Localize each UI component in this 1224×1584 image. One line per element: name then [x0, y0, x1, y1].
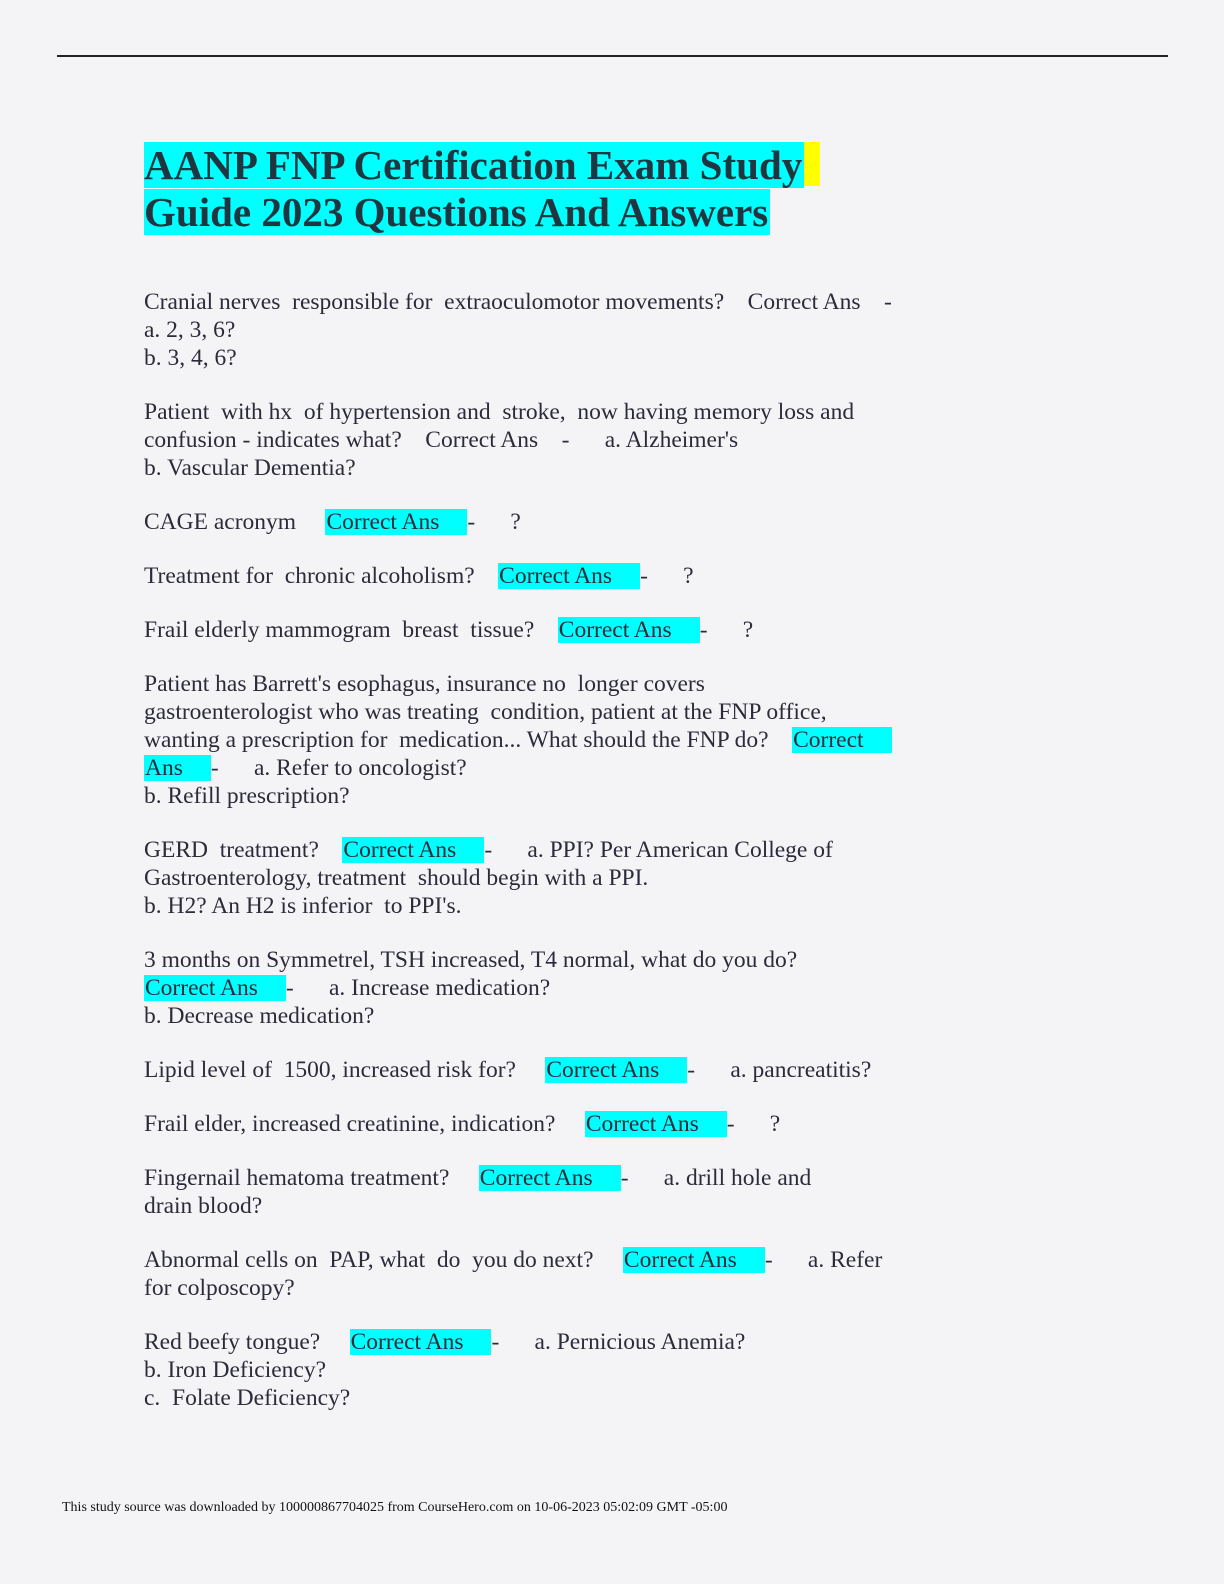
correct-ans-highlight: Correct Ans: [144, 975, 286, 1001]
qa-text: a. 2, 3, 6?: [144, 317, 236, 343]
qa-line: [144, 1246, 1064, 1274]
correct-ans-highlight: Correct Ans: [558, 617, 700, 643]
qa-text: Patient has Barrett's esophagus, insurance no longer covers: [144, 671, 705, 697]
qa-text: b. Decrease medication?: [144, 1003, 375, 1029]
qa-text: Red beefy tongue?: [144, 1329, 350, 1355]
title-line-2: [144, 189, 1080, 236]
qa-item: [144, 398, 1064, 482]
qa-item: [144, 1056, 1064, 1084]
qa-text: b. Iron Deficiency?: [144, 1357, 327, 1383]
qa-text: Frail elderly mammogram breast tissue?: [144, 617, 558, 643]
qa-item: [144, 288, 1064, 372]
qa-text: Abnormal cells on PAP, what do you do next?: [144, 1247, 623, 1273]
qa-text: Treatment for chronic alcoholism?: [144, 563, 499, 589]
qa-text: b. 3, 4, 6?: [144, 345, 237, 371]
qa-text: for colposcopy?: [144, 1275, 295, 1301]
qa-answer-text: - a. Refer to oncologist?: [210, 755, 467, 781]
qa-line: [144, 1192, 1064, 1220]
qa-answer-text: - a. pancreatitis?: [687, 1057, 872, 1083]
qa-line: [144, 754, 1064, 782]
correct-ans-highlight: Correct Ans: [325, 509, 467, 535]
correct-ans-highlight: Correct Ans: [545, 1057, 687, 1083]
qa-line: [144, 698, 1064, 726]
qa-text: b. Refill prescription?: [144, 783, 350, 809]
qa-answer-text: - a. drill hole and: [620, 1165, 812, 1191]
qa-item: [144, 562, 1064, 590]
qa-line: [144, 670, 1064, 698]
qa-text: drain blood?: [144, 1193, 263, 1219]
qa-text: b. H2? An H2 is inferior to PPI's.: [144, 893, 462, 919]
correct-ans-highlight: Correct: [792, 727, 891, 753]
qa-line: [144, 508, 1064, 536]
qa-text: Lipid level of 1500, increased risk for?: [144, 1057, 546, 1083]
qa-answer-text: - a. Increase medication?: [285, 975, 551, 1001]
document-title: [144, 142, 1080, 236]
qa-item: [144, 1110, 1064, 1138]
qa-line: [144, 344, 1064, 372]
qa-text: c. Folate Deficiency?: [144, 1385, 351, 1411]
qa-text: wanting a prescription for medication... What should the FNP do?: [144, 727, 793, 753]
title-line-2-text: Guide 2023 Questions And Answers: [144, 189, 769, 235]
qa-line: [144, 398, 1064, 426]
qa-line: [144, 1274, 1064, 1302]
correct-ans-highlight: Correct Ans: [479, 1165, 621, 1191]
qa-list: [144, 288, 1064, 1438]
qa-line: [144, 1384, 1064, 1412]
qa-line: [144, 1328, 1064, 1356]
qa-line: [144, 426, 1064, 454]
qa-answer-text: - a. Refer: [764, 1247, 883, 1273]
qa-line: [144, 616, 1064, 644]
qa-line: [144, 782, 1064, 810]
qa-line: [144, 562, 1064, 590]
qa-line: [144, 974, 1064, 1002]
qa-item: [144, 836, 1064, 920]
qa-answer-text: - ?: [640, 563, 694, 589]
qa-text: confusion - indicates what? Correct Ans - a. Alzheimer's: [144, 427, 739, 453]
qa-item: [144, 1164, 1064, 1220]
qa-line: [144, 892, 1064, 920]
qa-line: [144, 316, 1064, 344]
qa-line: [144, 1002, 1064, 1030]
qa-text: Patient with hx of hypertension and stroke, now having memory loss and: [144, 399, 855, 425]
title-line-1: [144, 142, 1080, 189]
qa-item: [144, 946, 1064, 1030]
qa-text: b. Vascular Dementia?: [144, 455, 356, 481]
qa-line: [144, 726, 1064, 754]
qa-answer-text: - ?: [467, 509, 521, 535]
qa-answer-text: - a. PPI? Per American College of: [484, 837, 833, 863]
qa-line: [144, 1164, 1064, 1192]
qa-text: Cranial nerves responsible for extraoculomotor movements? Correct Ans -: [144, 289, 892, 315]
qa-line: [144, 1356, 1064, 1384]
qa-text: 3 months on Symmetrel, TSH increased, T4 normal, what do you do?: [144, 947, 798, 973]
qa-text: GERD treatment?: [144, 837, 343, 863]
qa-answer-text: - ?: [726, 1111, 781, 1137]
qa-line: [144, 864, 1064, 892]
correct-ans-highlight: Correct Ans: [342, 837, 484, 863]
title-line-1-text: AANP FNP Certification Exam Study: [144, 142, 803, 188]
title-marker: [804, 142, 820, 186]
qa-item: [144, 1328, 1064, 1412]
qa-text: Frail elder, increased creatinine, indication?: [144, 1111, 585, 1137]
qa-item: [144, 616, 1064, 644]
qa-line: [144, 1110, 1064, 1138]
correct-ans-highlight: Ans: [144, 755, 211, 781]
qa-line: [144, 836, 1064, 864]
qa-text: Gastroenterology, treatment should begin with a PPI.: [144, 865, 649, 891]
download-footer: This study source was downloaded by 100000867704025 from CourseHero.com on 10-06-2023 05:02:09 GMT -05:00: [62, 1500, 728, 1515]
qa-text: Fingernail hematoma treatment?: [144, 1165, 479, 1191]
correct-ans-highlight: Correct Ans: [498, 563, 640, 589]
qa-item: [144, 1246, 1064, 1302]
qa-line: [144, 454, 1064, 482]
top-rule: [57, 55, 1168, 57]
qa-text: CAGE acronym: [144, 509, 326, 535]
qa-item: [144, 508, 1064, 536]
qa-answer-text: - ?: [699, 617, 754, 643]
qa-line: [144, 946, 1064, 974]
qa-line: [144, 1056, 1064, 1084]
correct-ans-highlight: Correct Ans: [350, 1329, 492, 1355]
correct-ans-highlight: Correct Ans: [623, 1247, 765, 1273]
qa-answer-text: - a. Pernicious Anemia?: [491, 1329, 746, 1355]
correct-ans-highlight: Correct Ans: [585, 1111, 727, 1137]
qa-text: gastroenterologist who was treating condition, patient at the FNP office,: [144, 699, 827, 725]
qa-item: [144, 670, 1064, 810]
qa-line: [144, 288, 1064, 316]
